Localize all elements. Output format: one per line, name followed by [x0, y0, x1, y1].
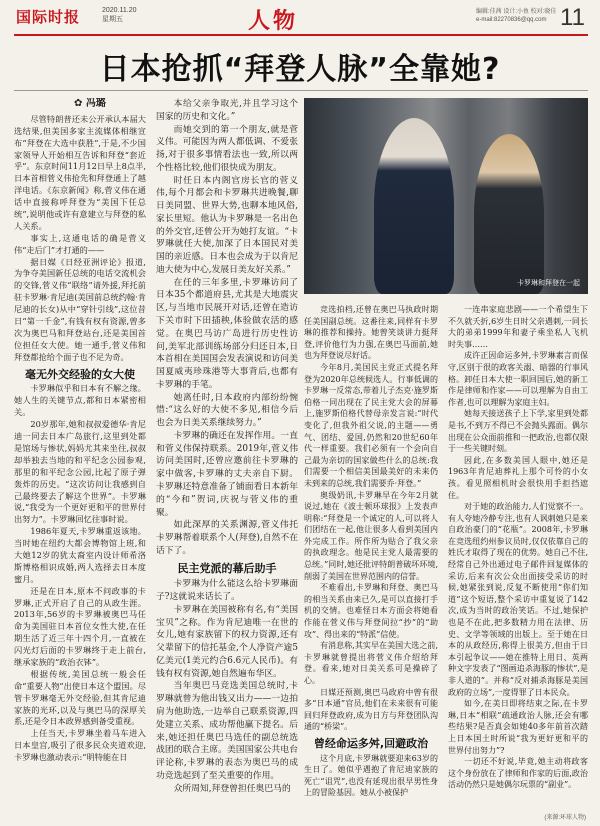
header-rule: [14, 34, 588, 36]
paragraph: 据日媒《日经亚洲评论》报道,为争夺美国新任总统的电话交流机会的交锋,菅义伟“联络”请外援,拜托前驻卡罗琳·肯尼迪(美国前总统约翰·肯尼迪的长女)从中“穿针引线”,这位昔日“第一千金”,有钱有权有资源,曾多次为奥巴马和拜登站台,还是美国首位担任女大使。她一通手,菅义伟和拜登都抢给个面子也不足为奇。: [14, 256, 146, 362]
column-2: [156, 98, 298, 795]
column-4: [448, 304, 588, 791]
paragraph: 她每天接送孩子上下学,家里到处都是书,不到万不得已不会抛头露面。偶尔出现在公众面前推和一把政治,也都仅限于一些关键时刻。: [448, 409, 588, 454]
paragraph: 时任日本内阁官房长官的菅义伟,每个月都会和卡罗琳共进晚餐,聊日美同盟、世界大势,也聊本地风俗,家长里短。他认为卡罗琳是一名出色的外交官,还曾公开为她打友谊。“卡罗琳就任大使,加深了日本国民对美国的亲近感。日本也会成为于以肯尼迪大使为中心,发展日美友好关系。”: [156, 175, 298, 275]
paragraph: 卡罗琳在美国被称有名,有“美国宝贝”之称。作为肯尼迪唯一在世的女儿,她有家族留下的权力资源,还有父辈留下的信托基金,个人净资产逾5亿美元(1美元约合6.6元人民币)。有钱有权有资源,她自然遍布华区。: [156, 604, 298, 679]
photo-figure-woman: [474, 134, 544, 294]
paragraph: 她离任时,日本政府内部纷纷惋惜:“这么好的大使不多见,相信今后也会为日美关系继续努力。”: [156, 392, 298, 429]
paragraph: 尽管特朗普还未公开承认本届大选结果,但美国多家主流媒体相继宣布“拜登在大选中获胜”,于是,不少国家领导人开始相互告诉和拜登“套近乎”。东京时间11月12日早上8点半,日本首相菅义伟抢先和拜登通上了越洋电话。《东京新闻》称,菅义伟在通话中直接称呼拜登为“美国下任总统”,说明他或许有意建立与拜登的私人关系。: [14, 113, 146, 231]
paragraph: 卡罗琳的确还在发挥作用。一直和菅义伟保持联系。2019年,菅义伟访问美国时,还曾应邀前往卡罗琳的家中做客,卡罗琳的丈夫亲自下厨。卡罗琳还特意准备了铺面看日本新年的“今和”贺词,庆祝与菅义伟的重聚。: [156, 430, 298, 518]
issue-date: [102, 6, 137, 24]
author-name: 冯璐: [85, 98, 106, 109]
paragraph: 1986年夏天,卡罗琳重返该地。当时她在纽约大都会博物馆上班,和大她12岁的犹太裔室内设计师希洛斯博格相识成婚,两人选择去日本度蜜月。: [14, 526, 146, 584]
page-number: 11: [560, 4, 585, 31]
paragraph: 日媒还预测,奥巴马政府中曾有很多“日本通”官员,他们在未来很有可能回归拜登政府,成为日方与拜登团队沟通的“桥梁”。: [304, 687, 438, 732]
masthead: [0, 0, 600, 44]
paragraph: 一切还不好说,毕竟,她主动将政客这个身份放在了律师和作家的后面,政治活动仍然只是她偶尔玩票的“副业”。: [448, 757, 588, 790]
paragraph: 这个月底,卡罗琳就要迎来63岁的生日了。她似乎遇抱了肯尼迪家族的死亡“诅咒”,也没有延现出很早男性身上的冒险基因。她从小被保护: [304, 753, 438, 798]
paragraph: 奥级奶讯,卡罗琳早在今年2月就说过,她在《波士顿环球报》上发表声明称:“拜登是一个诚定的人,可以将人们团结在一起,他让很多人看到美国内外完成工作。所作所为贴合了我父亲的执政理念。他是民主党人最需要的总统。”同时,她还批评特朗普破坏环境,削弱了美国在世界范围内的信誉。: [304, 490, 438, 581]
date-text: 2020.11.20: [102, 7, 137, 14]
photo-caption: 卡罗琳和拜登在一起: [517, 280, 580, 287]
paragraph: 竞选拍档,还曾在奥巴马执政时期任美国副总统。这番往来,同样有卡罗琳的推荐和操持。她曾笑谈讲力挺拜登,评价他行为力强,在奥巴马面前,她也为拜登说尽好话。: [304, 305, 438, 361]
paragraph: 还是在日本,原本不问政事的卡罗琳,正式开启了自己的从政生涯。2013年,56岁的卡罗琳被奥巴马任命为美国驻日本首位女性大使,在任期生活了近三年十四个月,一直被在闪光灯后面的卡罗琳终于走上前台,继承家族的“政治衣钵”。: [14, 585, 146, 667]
editor-email: e-mail:82270836@qq.com: [476, 17, 547, 23]
subheading-2: 民主党派的幕后助手: [177, 561, 277, 575]
paragraph: 因此,在多数美国人眼中,她还是1963年肯尼迪葬礼上那个可怜的小女孩。看见照相机时会很快用手拒挡遮住。: [448, 455, 588, 500]
paragraph: 当年奥巴马竞选美国总统时,卡罗琳就曾为他出钱又出力——一边拍肩为他助选,一边举自己联系资源,四处建立关系、成功帮他赢下提名。后来,她还担任奥巴马选任的副总统选战团的联合主席。美国国家公共电台评论称,卡罗琳的表态为奥巴马的成功竞选起到了至关重要的作用。: [156, 681, 298, 781]
paragraph: 今年8月,美国民主党正式提名拜登为2020年总统候选人。行事低调的卡罗琳一反常态,带着儿子杰克·施罗斯伯格一同出现在了民主党大会的屏幕上,施罗斯伯格代替母亲发言说:“时代变化了,但我外祖父说,的主题——勇气、团结、爱国,仍然和20世纪60年代一样重要。我们必须有一个会向自己最为亲切的国家做些什么的总统:我们需要一个相信美国最美好的未来仍未到来的总统,我们需要乔·拜登。”: [304, 362, 438, 488]
paragraph: 众所周知,拜登曾担任奥巴马的: [173, 783, 291, 794]
paragraph: 如此深厚的关系渊源,菅义伟托卡罗琳帮着联系个人(拜登),自然不在话下了。: [156, 520, 298, 556]
headline-rule: [14, 90, 588, 91]
photo-figure-man: [374, 118, 454, 294]
newspaper-logo: 国际时报: [16, 8, 81, 26]
section-title: 人物: [248, 9, 299, 34]
paragraph: 成许正因命运多舛,卡罗琳素言而保守,区别于很的政客关溺、暗器的行事风格。卸任日本大使一职回国后,她的新工作是律师和作家——可以理解为自由工作者,也可以理解为家庭主妇。: [448, 351, 588, 407]
subheading-1: 毫无外交经验的女大使: [25, 367, 135, 381]
paragraph: 卡罗琳似乎和日本有不解之缘。她人生的关键节点,都和日本紧密相关。: [14, 383, 146, 418]
article-headline: 日本抢抓“拜登人脉”全靠她?: [99, 52, 501, 87]
column-1: [14, 98, 146, 764]
paragraph: 根据传统,美国总统一般会任命“重要人物”出使日本这个盟国。尽管卡罗琳毫无外交经验,但其肯尼迪家族的光环,以及与奥巴马的深厚关系,还是令日本政界感到备受重视。: [14, 668, 146, 727]
byline: ✿ 冯璐: [74, 98, 106, 109]
paragraph: 而她交到的第一个朋友,就是菅义伟。可能因为两人都低调、不爱张扬,对于很多事情看法也一致,所以两个性格比较,他们很快成为朋友。: [156, 124, 298, 173]
paragraph: 不难看出,卡罗琳和拜登、奥巴马的相当关系由来已久,是可以直接打手机的交情。也难怪日本方面会将她看作能在菅义伟与拜登间拉“抄”的“助攻”、得出来的“特派”信使。: [304, 583, 438, 639]
column-3: [304, 304, 438, 799]
paragraph: 在任的三年多里,卡罗琳访问了日本35个都道府县,尤其是大地震灾区,与当地市民展开对话,还曾在造访下关市时下田插秧,体验做农活的感觉。在奥巴马访广岛进行历史性访问,美军北部训练场部分归还日本,日本首相在美国国会发表演说和访问美国夏威夷珍珠港等大事背后,也都有卡罗琳的手笔。: [156, 277, 298, 390]
paragraph: 如今,在美日即将结束之际,在卡罗琳,日本“相联”疏通政治人脉,还会有哪些结果?是否真会如她40多年前首次踏上日本国土时所说“我为更好更和平的世界付出努力”?: [448, 699, 588, 755]
paragraph: 有消息称,其实早在美国大选之前,卡罗琳就曾提出将菅义伟介绍给拜登。看来,她对日美关系可是操碎了心。: [304, 641, 438, 685]
paragraph: 事实上,这通电话的确是菅义伟“走后门”才打通的——: [14, 232, 146, 255]
weekday-text: 星期五: [102, 16, 123, 23]
paragraph: 20岁那年,她和叔叔爱德华·肯尼迪一同去日本广岛旅行,这里到处都是馆场与惨状,妈妈尤其来坐往,叔叔却举独去当地的和平纪念公园参观,那里的和平纪念公园,比起了原子弹轰炸的历史。“这次访问让我感到自己最终要去了解这个世界”。卡罗琳说,“我受为一个更好更和平的世界付出努力”。卡罗琳回忆往事时说。: [14, 419, 146, 525]
paragraph: 上任当天,卡罗琳坐着马车进入日本皇宫,吸引了很多民众夹道欢迎,卡罗琳也激动表示:“明特能在日: [14, 728, 146, 763]
paragraph: 卡罗琳为什么能这么给卡罗琳面子?这就说来话长了。: [156, 579, 298, 603]
article-source: (来源:环球人物): [544, 815, 586, 821]
subheading-3: 曾经命运多舛,回避政治: [313, 736, 429, 750]
editor-names: 编辑:佳茜 设计:小鱼 校对:晓佳: [476, 9, 557, 15]
paragraph: 一连串家庭悲剧——一个希望生下不久就夭折,6岁生日时父亲遇刺,一同长大的弟弟1999年和妻子乘坐私人飞机时失事……: [448, 305, 588, 349]
paragraph: 对于她的政治能力,人们觉察不一。有人夸她冷静专注,也有人讽刺她只是来自政治豪门的“花瓶”。2008年,卡罗琳在竞选纽约州参议员时,仅仅依靠自己的姓氏才取得了现在的优势。她自己不住,经常自己外出通过电子邮件回复媒体的采访,后来有次公众出面接受采访的时候,她紧张到说,反复不断使用“你们知道”这个短语,整个采访中重复说了142次,成为当时的政治笑话。不过,她保护也是不在此,把多数精力用在法律、历史、文学等领域的出版上。至于她在日本的从政经历,称得上很美方,但由于日本引起争议——她在推特上用日、英两种文字发表了“图画追杀海豚的惨状”,是非人道的”。并称“反对捕杀海豚是美国政府的立场”,一度得罪了日本民众。: [448, 502, 588, 697]
paragraph: 本给父亲争取光,并且学习这个国家的历史和文化。”: [156, 99, 298, 122]
article-photo: [304, 98, 588, 294]
